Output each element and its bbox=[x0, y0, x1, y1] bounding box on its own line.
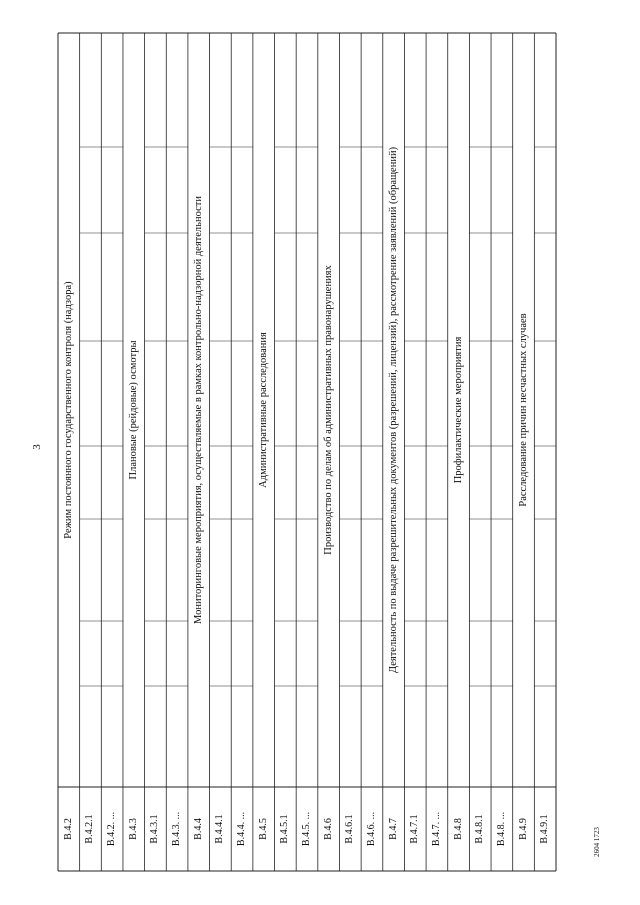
row-code: В.4.5.1 bbox=[279, 814, 291, 844]
section-title: Плановые (рейдовые) осмотры bbox=[127, 340, 139, 480]
row-code: В.4.4 bbox=[192, 818, 204, 840]
row-code: В.4.7.1 bbox=[409, 814, 421, 844]
document-code: 2604 1723 bbox=[593, 827, 601, 857]
section-title: Деятельность по выдаче разрешительных документов (разрешений, лицензий), рассмотрение заявлений (обращений) bbox=[387, 146, 399, 674]
row-code: В.4.3. ... bbox=[171, 811, 183, 847]
row-code: В.4.8 bbox=[452, 818, 464, 840]
row-code: В.4.4. ... bbox=[236, 811, 248, 847]
row-code: В.4.2. ... bbox=[106, 811, 118, 847]
row-code: В.4.7. ... bbox=[430, 811, 442, 847]
section-title: Расследование причин несчастных случаев bbox=[517, 313, 529, 507]
row-code: В.4.8.1 bbox=[474, 814, 486, 844]
row-code: В.4.2 bbox=[62, 818, 74, 840]
page-number: 3 bbox=[31, 444, 43, 450]
row-code: В.4.9.1 bbox=[539, 814, 551, 844]
row-code: В.4.4.1 bbox=[214, 814, 226, 844]
row-code: В.4.8. ... bbox=[495, 811, 507, 847]
row-code: В.4.6 bbox=[322, 818, 334, 840]
section-title: Административные расследования bbox=[257, 332, 269, 488]
row-code: В.4.7 bbox=[387, 818, 399, 840]
section-title: Профилактические мероприятия bbox=[452, 336, 464, 484]
row-code: В.4.6. ... bbox=[365, 811, 377, 847]
row-code: В.4.5 bbox=[257, 818, 269, 840]
section-title: Производство по делам об административных правонарушениях bbox=[322, 265, 334, 555]
section-title: Мониторинговые мероприятия, осуществляемые в рамках контрольно-надзорной деятельности bbox=[192, 196, 204, 624]
row-code: В.4.2.1 bbox=[84, 814, 96, 844]
row-code: В.4.3 bbox=[127, 818, 139, 840]
row-code: В.4.5. ... bbox=[301, 811, 312, 847]
section-title: Режим постоянного государственного контроля (надзора) bbox=[62, 281, 74, 539]
row-code: В.4.6.1 bbox=[344, 814, 356, 844]
row-code: В.4.3.1 bbox=[149, 814, 161, 844]
row-code: В.4.9 bbox=[517, 818, 529, 840]
